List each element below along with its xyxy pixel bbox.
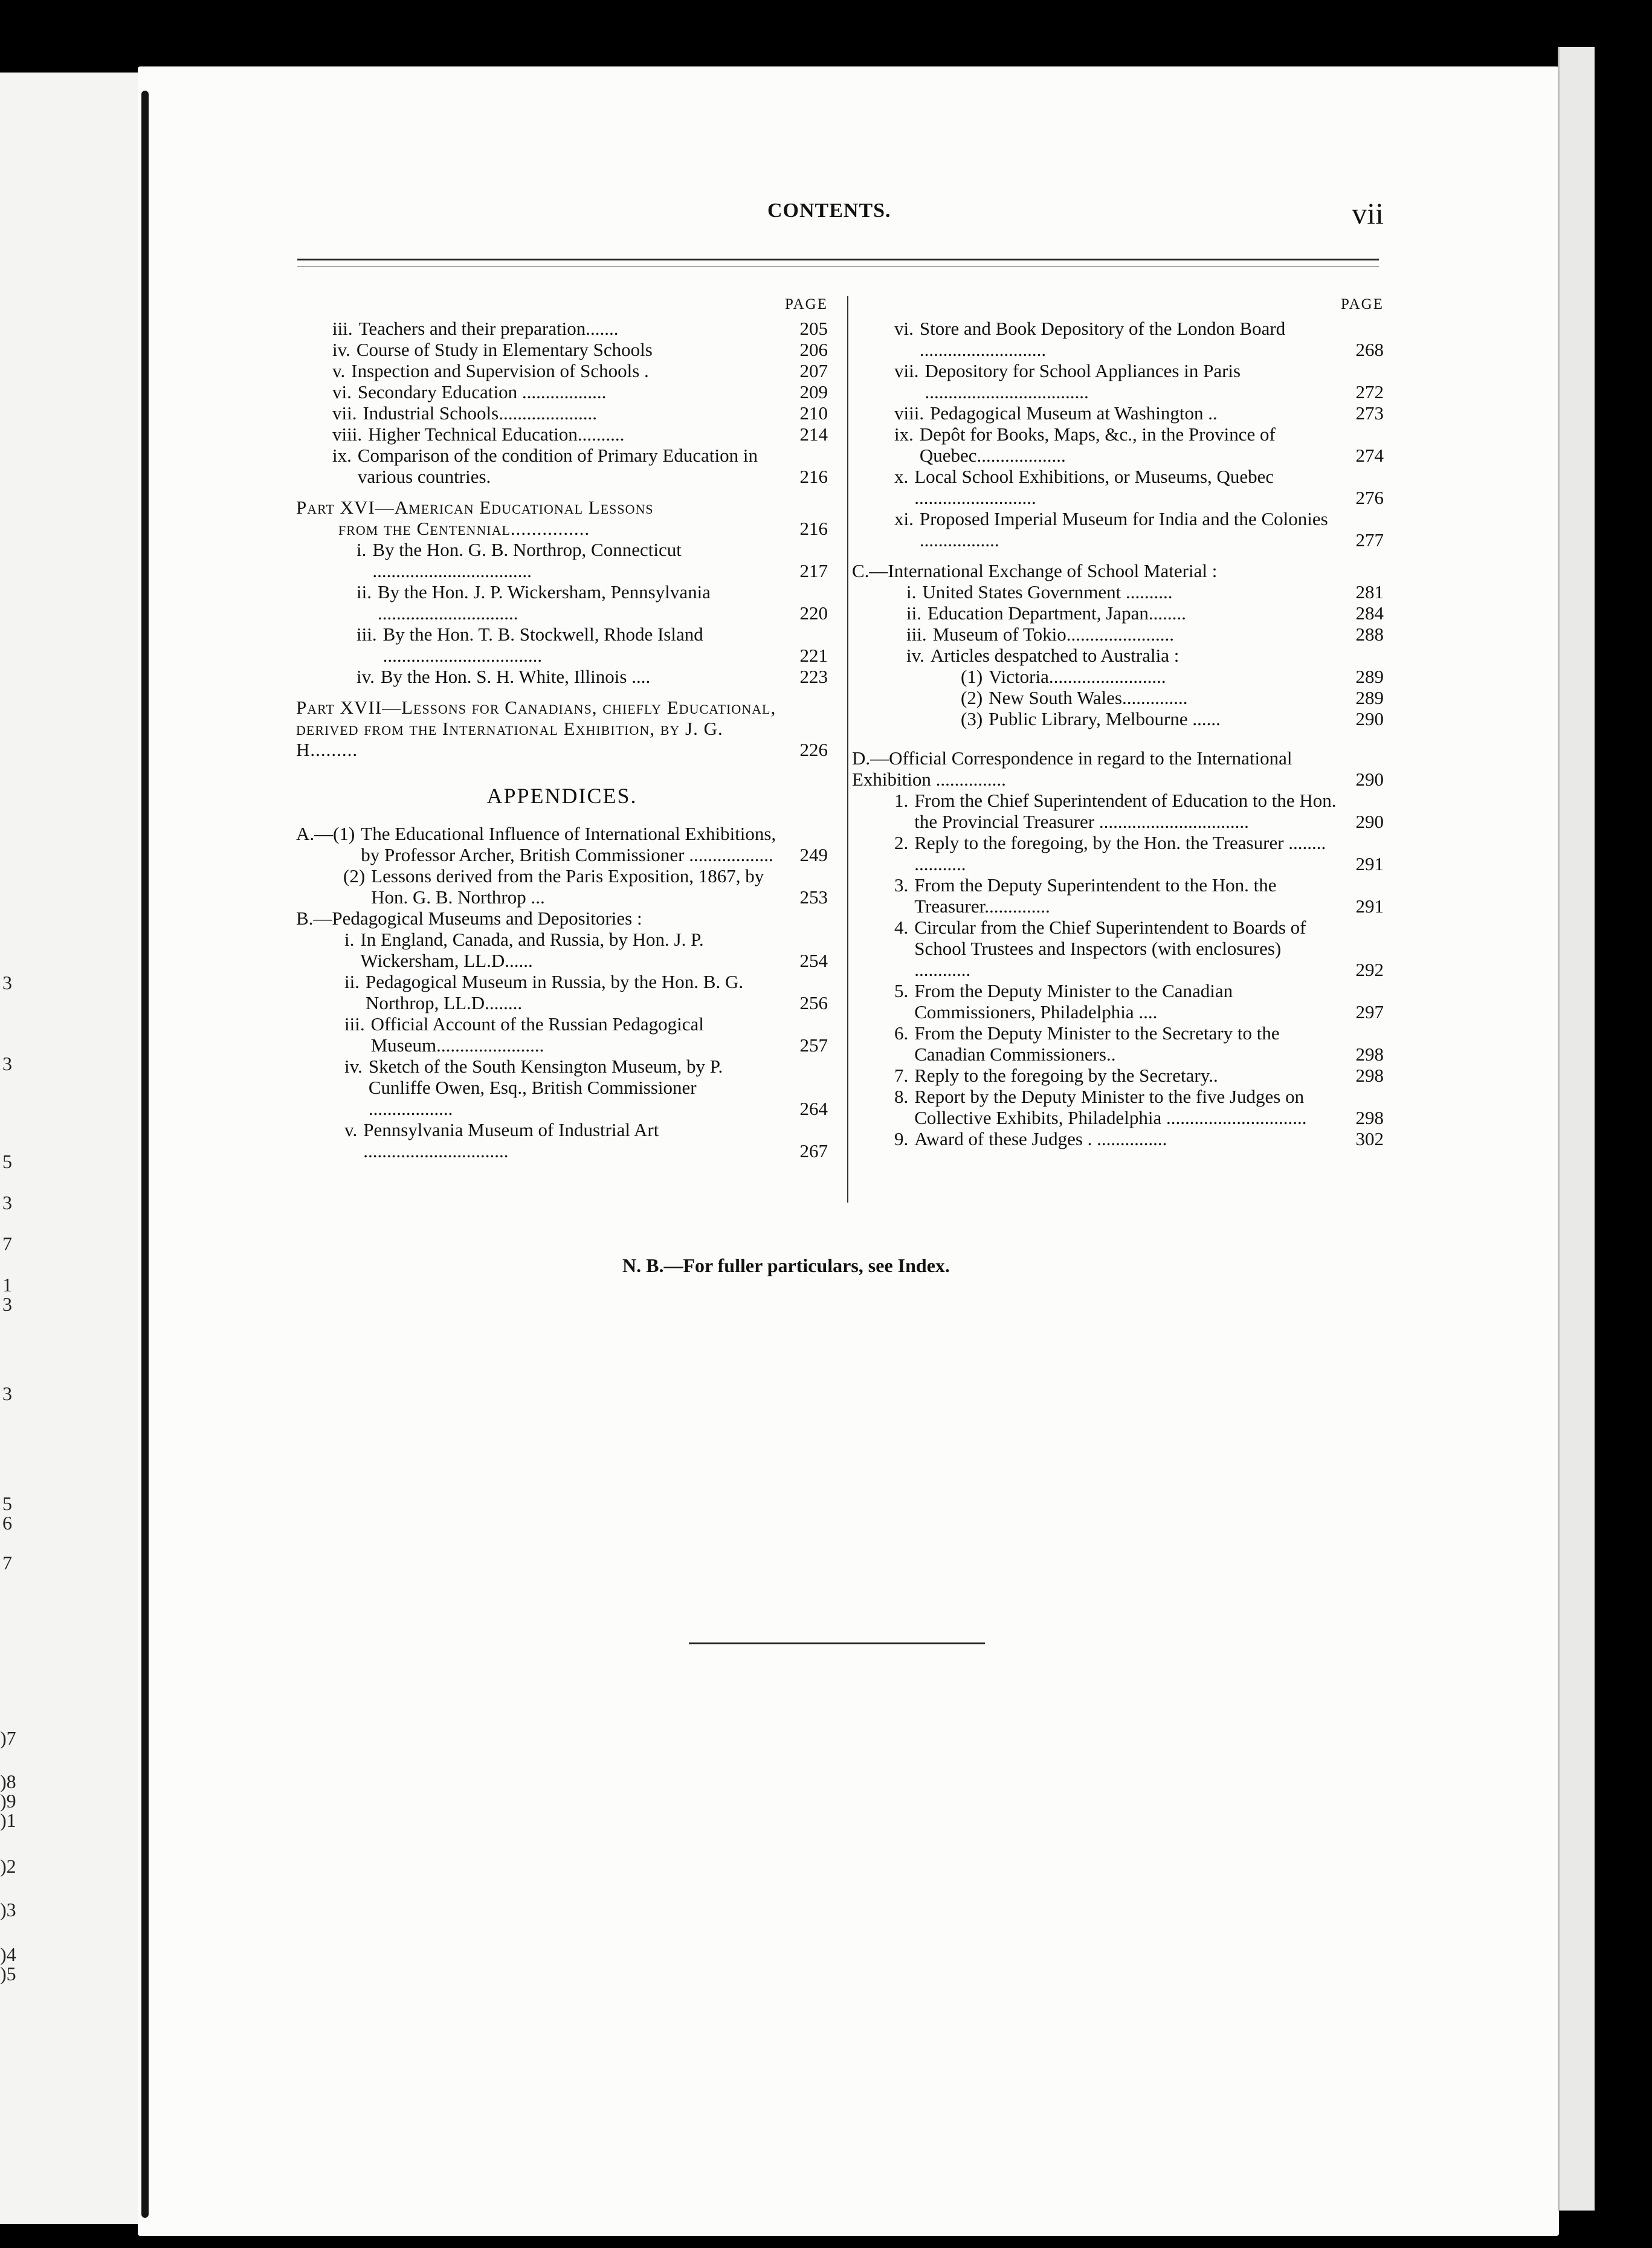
entry-title: United States Government ..........	[922, 581, 1173, 602]
entry-number: A.—(1)	[296, 823, 355, 844]
entry-number: viii.	[894, 402, 924, 424]
entry-title: Education Department, Japan........	[927, 602, 1186, 624]
toc-entry[interactable]	[852, 508, 1384, 551]
margin-fragment: 3	[2, 1383, 12, 1404]
entry-number: 2.	[894, 832, 909, 853]
margin-fragment: )5	[0, 1963, 16, 1985]
toc-entry[interactable]	[852, 581, 1384, 602]
entry-page: 226	[799, 739, 828, 760]
running-title: CONTENTS.	[767, 199, 891, 222]
entry-title: From the Chief Superintendent of Education to the Hon. the Provincial Treasurer ................................	[914, 790, 1337, 832]
entry-title: Public Library, Melbourne ......	[989, 708, 1221, 729]
entry-number: i.	[906, 581, 917, 602]
toc-entry[interactable]	[852, 318, 1384, 360]
toc-entry[interactable]	[852, 1128, 1384, 1149]
toc-entry[interactable]	[296, 865, 828, 908]
entry-title: Local School Exhibitions, or Museums, Quebec ..........................	[914, 466, 1274, 508]
entry-number: 7.	[894, 1065, 909, 1086]
entry-page: 220	[799, 602, 828, 624]
toc-entry[interactable]	[852, 874, 1384, 917]
entry-title: D.—Official Correspondence in regard to the International Exhibition ...............	[852, 748, 1292, 790]
entry-number: iii.	[332, 318, 353, 339]
toc-entry[interactable]	[296, 1119, 828, 1161]
entry-title: Pedagogical Museum in Russia, by the Hon. B. G. Northrop, LL.D........	[365, 971, 744, 1013]
book-spine	[141, 91, 149, 2218]
entry-number: iv.	[357, 666, 375, 687]
margin-fragment: 3	[2, 1053, 12, 1074]
margin-fragment: )8	[0, 1771, 16, 1792]
toc-entry[interactable]	[296, 581, 828, 624]
entry-title: From the Deputy Superintendent to the Hon. the Treasurer..............	[914, 874, 1277, 917]
part-xvii-entry[interactable]	[296, 697, 828, 760]
toc-entry[interactable]	[852, 917, 1384, 980]
entry-title: New South Wales..............	[989, 687, 1188, 708]
entry-title: Report by the Deputy Minister to the five Judges on Collective Exhibits, Philadelphia ..............................	[914, 1086, 1307, 1128]
toc-entry[interactable]	[852, 402, 1384, 424]
toc-entry[interactable]	[852, 666, 1384, 687]
entry-number: (3)	[961, 708, 983, 729]
entry-number: vi.	[332, 381, 352, 402]
entry-page: 223	[799, 666, 828, 687]
entry-page: 292	[1355, 959, 1384, 980]
margin-fragment: )1	[0, 1809, 16, 1831]
entry-title: The Educational Influence of International Exhibitions, by Professor Archer, British Commissioner ..................	[361, 823, 776, 865]
entry-number: (2)	[961, 687, 983, 708]
binding-shadow	[0, 73, 147, 2224]
entry-number: ix.	[332, 445, 352, 466]
entry-number: v.	[332, 360, 346, 381]
entry-title: From the Deputy Minister to the Canadian Commissioners, Philadelphia ....	[914, 980, 1233, 1022]
entry-page: 277	[1355, 529, 1384, 551]
footer-rule	[689, 1642, 985, 1644]
entry-page: 268	[1355, 339, 1384, 360]
entry-page: 209	[799, 381, 828, 402]
toc-entry[interactable]	[852, 687, 1384, 708]
toc-entry[interactable]	[296, 339, 828, 360]
entry-number: vii.	[332, 402, 357, 424]
entry-title: Official Account of the Russian Pedagogical Museum.......................	[370, 1013, 704, 1056]
entry-number: iii.	[357, 624, 377, 645]
entry-title: Circular from the Chief Superintendent to Boards of School Trustees and Inspectors (with enclosures) ............	[914, 917, 1306, 980]
footnote: N. B.—For fuller particulars, see Index.	[622, 1255, 950, 1276]
margin-fragment: 3	[2, 1293, 12, 1315]
entry-title: Pennsylvania Museum of Industrial Art ...............................	[363, 1119, 659, 1161]
entry-number: 5.	[894, 980, 909, 1001]
entry-number: iii.	[344, 1013, 365, 1035]
entry-number: iv.	[906, 645, 924, 666]
entry-page: 291	[1355, 896, 1384, 917]
margin-fragment: 6	[2, 1512, 12, 1534]
entry-title: Museum of Tokio.......................	[932, 624, 1174, 645]
entry-number: i.	[357, 539, 367, 560]
entry-page: 210	[799, 402, 828, 424]
entry-title: Industrial Schools.....................	[363, 402, 597, 424]
entry-page: 249	[799, 844, 828, 865]
entry-page: 298	[1355, 1065, 1384, 1086]
toc-entry[interactable]	[296, 666, 828, 687]
toc-entry[interactable]	[296, 360, 828, 381]
entry-title: Proposed Imperial Museum for India and the Colonies .................	[919, 508, 1328, 551]
part-xvi-label: Part XVI—American Educational Lessons	[296, 497, 654, 518]
entry-number: viii.	[332, 424, 363, 445]
toc-entry[interactable]	[296, 1013, 828, 1056]
toc-entry[interactable]	[296, 445, 828, 487]
entry-title: In England, Canada, and Russia, by Hon. J. P. Wickersham, LL.D......	[360, 929, 704, 971]
entry-page: 267	[799, 1140, 828, 1161]
page-column-label: PAGE	[785, 296, 828, 312]
toc-entry[interactable]	[852, 832, 1384, 874]
entry-number: v.	[344, 1119, 358, 1140]
toc-entry[interactable]	[296, 1056, 828, 1119]
entry-title: Secondary Education ..................	[357, 381, 607, 402]
entry-page: 257	[799, 1035, 828, 1056]
entry-number: ix.	[894, 424, 914, 445]
entry-number: 1.	[894, 790, 909, 811]
entry-title: Part XVII—Lessons for Canadians, chiefly Educational, derived from the International Exhibition, by J. G. H.........	[296, 697, 776, 760]
entry-page: 214	[799, 424, 828, 445]
entry-number: vii.	[894, 360, 919, 381]
toc-entry[interactable]	[296, 929, 828, 971]
toc-entry[interactable]	[296, 424, 828, 445]
entry-title: By the Hon. T. B. Stockwell, Rhode Island ..................................	[382, 624, 703, 666]
entry-page: 256	[799, 992, 828, 1013]
entry-title: Comparison of the condition of Primary Education in various countries.	[357, 445, 758, 487]
page-edge	[1558, 47, 1595, 2211]
margin-fragment: )9	[0, 1790, 16, 1812]
toc-entry[interactable]	[296, 318, 828, 339]
entry-page: 290	[1355, 708, 1384, 729]
entry-title: Pedagogical Museum at Washington ..	[930, 402, 1218, 424]
column-divider	[847, 296, 848, 1203]
entry-title: Depôt for Books, Maps, &c., in the Province of Quebec...................	[919, 424, 1276, 466]
entry-page: 217	[799, 560, 828, 581]
entry-page: 254	[799, 950, 828, 971]
entry-page: 206	[799, 339, 828, 360]
header-rule	[297, 259, 1379, 260]
entry-title: Store and Book Depository of the London Board ...........................	[919, 318, 1286, 360]
margin-fragment: )2	[0, 1855, 16, 1877]
entry-title: Teachers and their preparation.......	[358, 318, 619, 339]
toc-entry[interactable]	[852, 424, 1384, 466]
entry-title: By the Hon. S. H. White, Illinois ....	[380, 666, 651, 687]
entry-number: ii.	[357, 581, 372, 602]
toc-entry[interactable]	[852, 708, 1384, 729]
entry-title: Lessons derived from the Paris Exposition, 1867, by Hon. G. B. Northrop ...	[371, 865, 764, 908]
toc-entry[interactable]	[852, 624, 1384, 645]
entry-page: 289	[1355, 687, 1384, 708]
toc-entry[interactable]	[852, 980, 1384, 1022]
toc-entry[interactable]	[852, 360, 1384, 402]
toc-entry[interactable]	[296, 823, 828, 865]
entry-page: 298	[1355, 1107, 1384, 1128]
entry-title: Higher Technical Education..........	[368, 424, 625, 445]
entry-number: 3.	[894, 874, 909, 896]
entry-page: 216	[799, 518, 828, 539]
entry-title: By the Hon. J. P. Wickersham, Pennsylvania ..............................	[377, 581, 711, 624]
page-number: vii	[1352, 196, 1384, 230]
margin-fragment: 7	[2, 1552, 12, 1574]
entry-title: Victoria.........................	[989, 666, 1166, 687]
entry-page: 290	[1355, 769, 1384, 790]
margin-fragment: 7	[2, 1233, 12, 1255]
toc-entry[interactable]	[296, 624, 828, 666]
right-column	[852, 296, 1384, 1149]
toc-entry[interactable]	[852, 466, 1384, 508]
left-column	[296, 296, 828, 1161]
entry-number: ii.	[344, 971, 360, 992]
entry-page: 274	[1355, 445, 1384, 466]
part-xvi-sub: from the Centennial...............	[338, 518, 590, 539]
appendix-b-heading: B.—Pedagogical Museums and Depositories :	[296, 908, 642, 929]
entry-page: 302	[1355, 1128, 1384, 1149]
entry-number: iii.	[906, 624, 927, 645]
toc-entry[interactable]	[852, 1086, 1384, 1128]
entry-number: (2)	[343, 865, 366, 887]
entry-page: 264	[799, 1098, 828, 1119]
margin-fragment: 5	[2, 1151, 12, 1172]
entry-title: Reply to the foregoing by the Secretary..	[914, 1065, 1218, 1086]
entry-number: ii.	[906, 602, 921, 624]
toc-entry[interactable]	[852, 645, 1384, 666]
margin-fragment: 3	[2, 1192, 12, 1213]
entry-number: vi.	[894, 318, 914, 339]
entry-page: 297	[1355, 1001, 1384, 1022]
entry-number: 6.	[894, 1022, 909, 1044]
entry-title: From the Deputy Minister to the Secretary to the Canadian Commissioners..	[914, 1022, 1280, 1065]
entry-number: 4.	[894, 917, 909, 938]
toc-entry[interactable]	[296, 402, 828, 424]
toc-entry[interactable]	[852, 602, 1384, 624]
entry-page: 298	[1355, 1044, 1384, 1065]
appendix-d-heading[interactable]	[852, 748, 1384, 790]
entry-title: By the Hon. G. B. Northrop, Connecticut ..................................	[372, 539, 682, 581]
entry-number: iv.	[344, 1056, 363, 1077]
entry-page: 205	[799, 318, 828, 339]
entry-number: (1)	[961, 666, 983, 687]
entry-page: 290	[1355, 811, 1384, 832]
part-xvi-heading[interactable]	[296, 497, 828, 539]
toc-entry[interactable]	[296, 971, 828, 1013]
entry-number: 9.	[894, 1128, 909, 1149]
entry-number: i.	[344, 929, 355, 950]
margin-fragment: )4	[0, 1943, 16, 1965]
entry-page: 253	[799, 887, 828, 908]
entry-title: Sketch of the South Kensington Museum, by P. Cunliffe Owen, Esq., British Commissioner ..................	[368, 1056, 723, 1119]
entry-number: iv.	[332, 339, 350, 360]
entry-number: xi.	[894, 508, 914, 529]
entry-page: 216	[799, 466, 828, 487]
entry-number: x.	[894, 466, 909, 487]
entry-page: 291	[1355, 853, 1384, 874]
entry-title: Inspection and Supervision of Schools .	[351, 360, 649, 381]
entry-page: 221	[799, 645, 828, 666]
entry-number: 8.	[894, 1086, 909, 1107]
entry-title: Depository for School Appliances in Paris ...................................	[924, 360, 1241, 402]
entry-page: 284	[1355, 602, 1384, 624]
toc-entry[interactable]	[296, 381, 828, 402]
entry-page: 272	[1355, 381, 1384, 402]
margin-fragment: 5	[2, 1493, 12, 1514]
margin-fragment: )7	[0, 1727, 16, 1749]
margin-fragment: 1	[2, 1274, 12, 1296]
page-header	[302, 196, 1384, 236]
entry-title: Award of these Judges . ...............	[914, 1128, 1167, 1149]
appendix-c-heading: C.—International Exchange of School Material :	[852, 560, 1218, 581]
toc-entry[interactable]	[852, 1022, 1384, 1065]
entry-page: 289	[1355, 666, 1384, 687]
entry-page: 288	[1355, 624, 1384, 645]
entry-page: 273	[1355, 402, 1384, 424]
page-column-label: PAGE	[1341, 296, 1384, 312]
toc-entry[interactable]	[852, 790, 1384, 832]
toc-entry[interactable]	[852, 1065, 1384, 1086]
toc-entry[interactable]	[296, 539, 828, 581]
appendices-title: APPENDICES.	[486, 784, 637, 808]
entry-title: Articles despatched to Australia :	[930, 645, 1179, 666]
margin-fragment: 3	[2, 972, 12, 993]
entry-page: 276	[1355, 487, 1384, 508]
entry-page: 281	[1355, 581, 1384, 602]
entry-title: Reply to the foregoing, by the Hon. the Treasurer ........ ...........	[914, 832, 1326, 874]
entry-page: 207	[799, 360, 828, 381]
entry-title: Course of Study in Elementary Schools	[356, 339, 653, 360]
margin-fragment: )3	[0, 1899, 16, 1920]
